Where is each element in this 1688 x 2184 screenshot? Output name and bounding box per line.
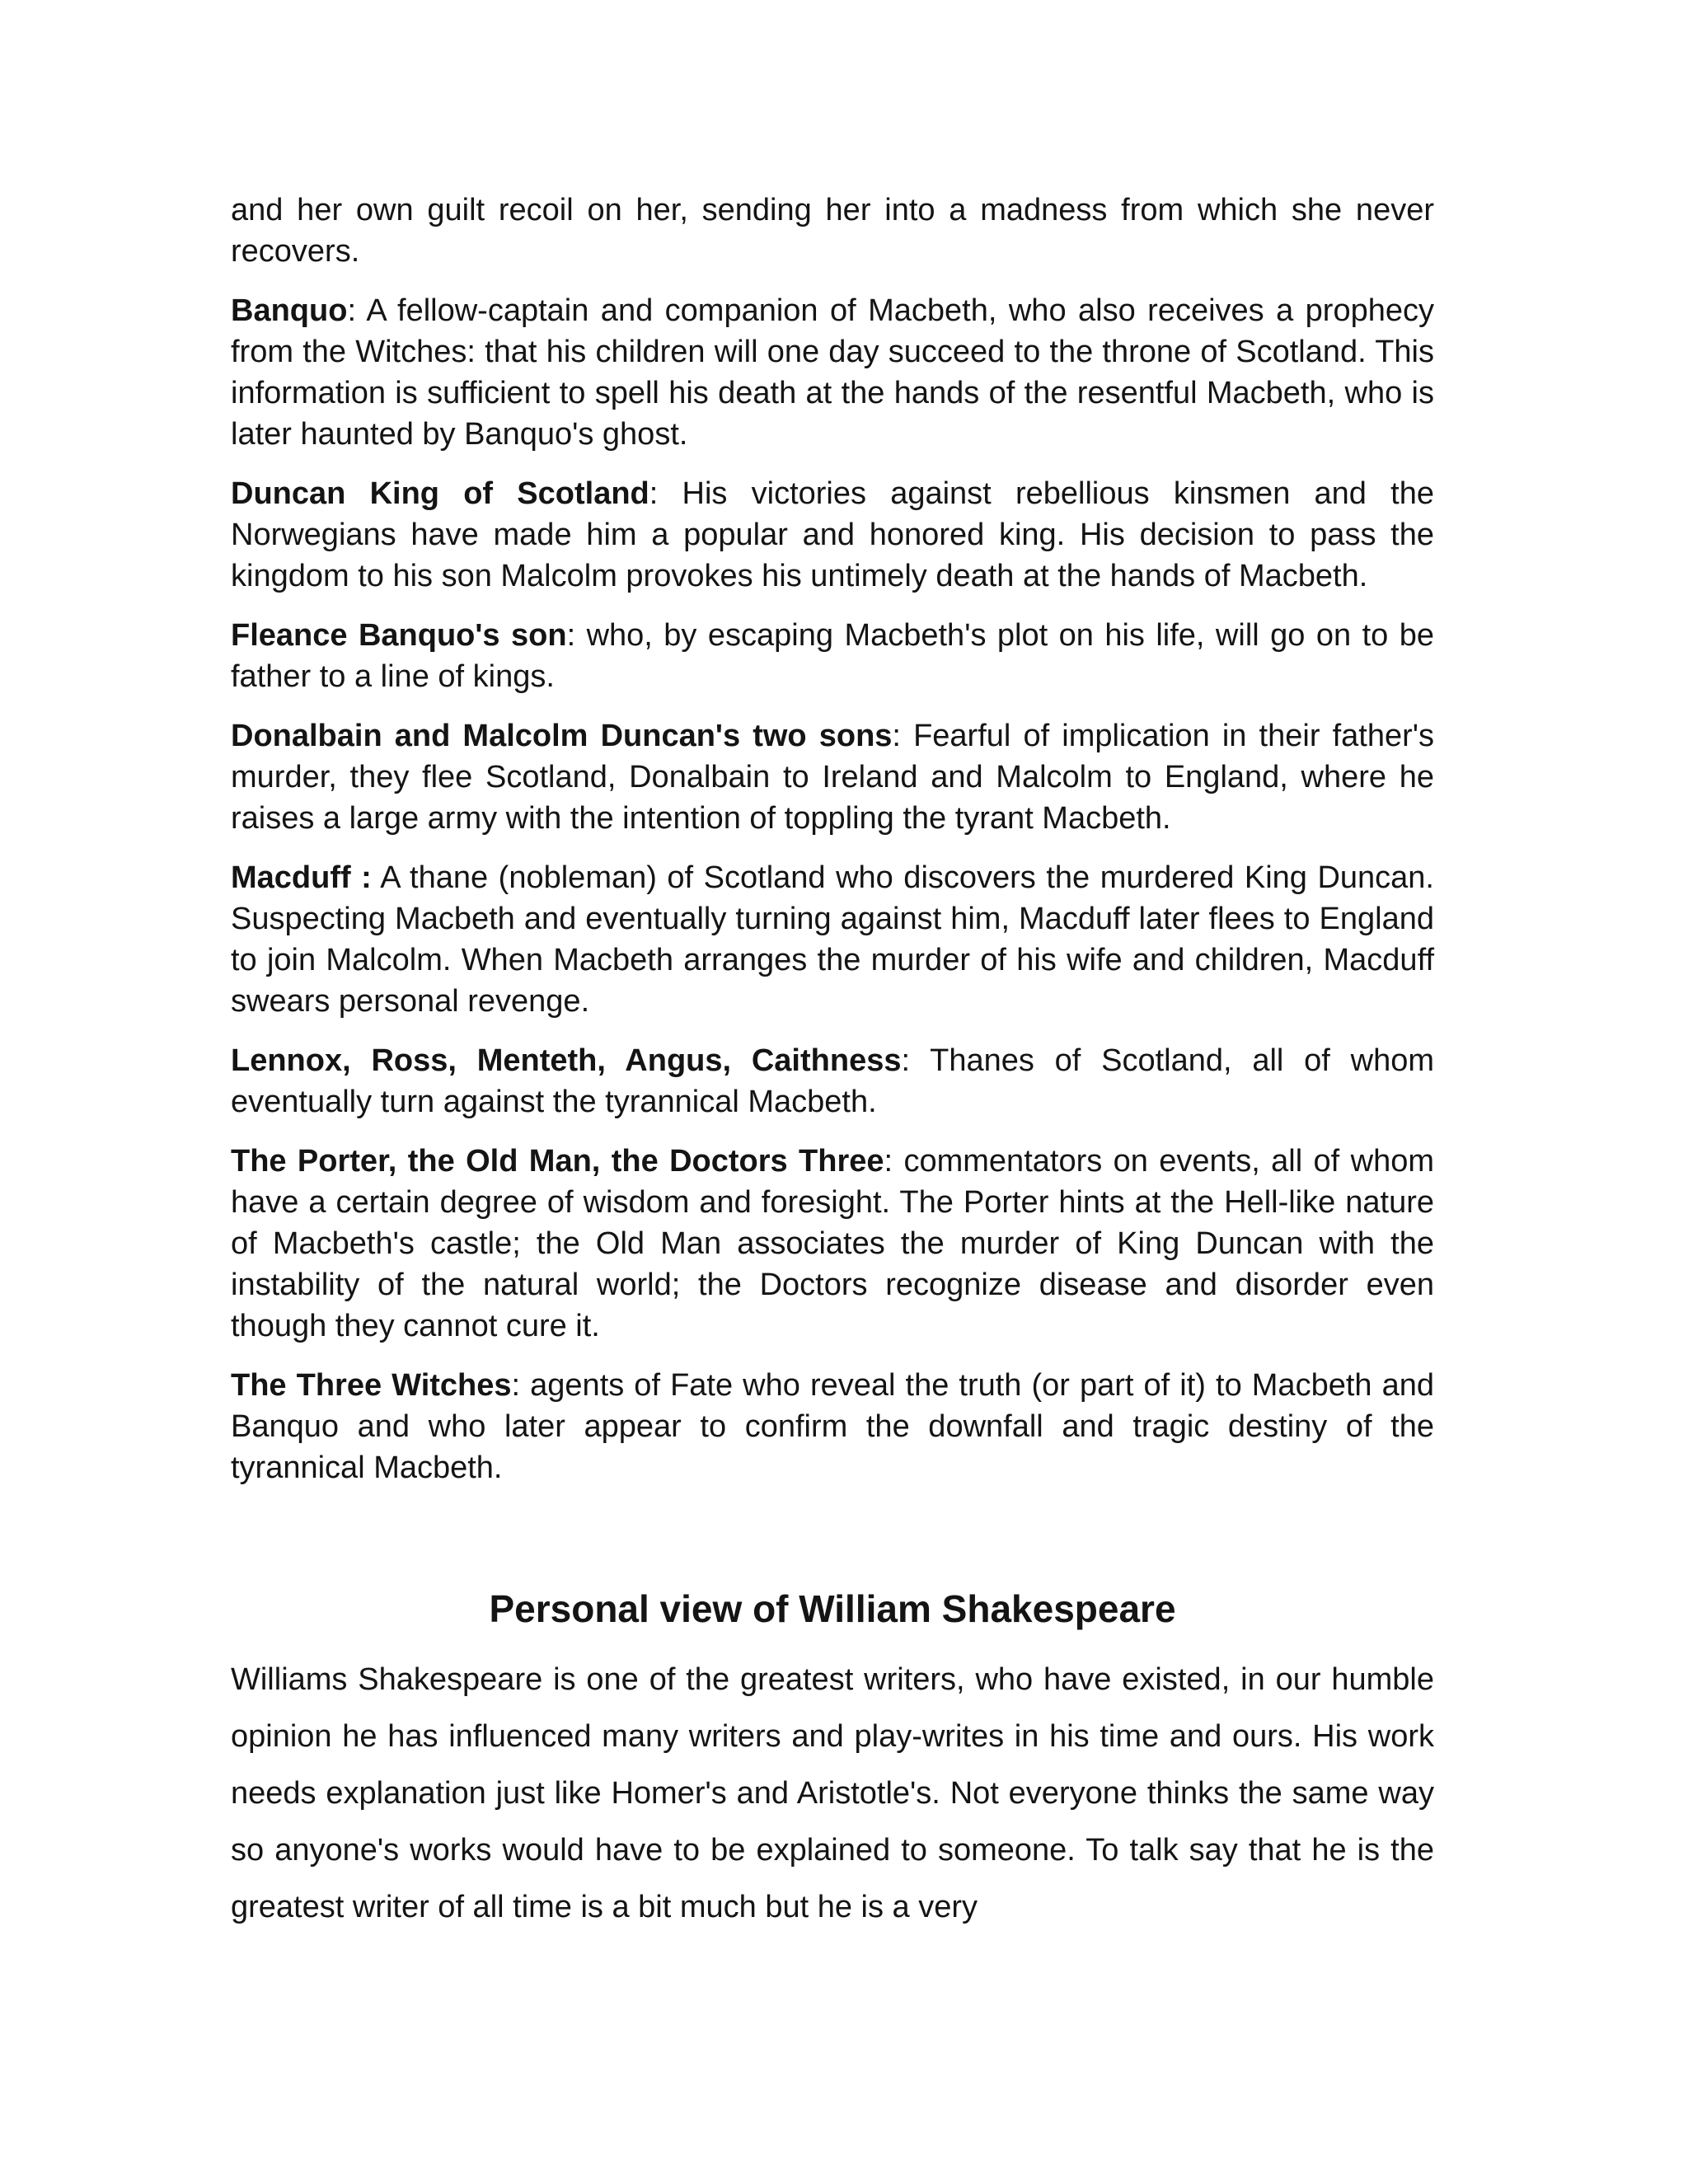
character-name: Duncan King of Scotland (231, 476, 649, 511)
character-entry-duncan (231, 473, 1434, 597)
character-entry-donalbain-malcolm (231, 715, 1434, 839)
character-description: : commentators on events, all of whom have a certain degree of wisdom and foresight. The Porter hints at the Hell-like nature of Macbeth's castle; the Old Man associates the murder of King Duncan with the instability of the natural world; the Doctors recognize disease and disorder even though they cannot cure it. (231, 1144, 1434, 1343)
character-description: : A fellow-captain and companion of Macbeth, who also receives a prophecy from the Witches: that his children will one day succeed to the throne of Scotland. This information is sufficient to spell his death at the hands of the resentful Macbeth, who is later haunted by Banquo's ghost. (231, 293, 1434, 452)
character-description: : His victories against rebellious kinsmen and the Norwegians have made him a popular and honored king. His decision to pass the kingdom to his son Malcolm provokes his untimely death at the hands of Macbeth. (231, 476, 1434, 593)
character-description: : agents of Fate who reveal the truth (or part of it) to Macbeth and Banquo and who later appear to confirm the downfall and tragic destiny of the tyrannical Macbeth. (231, 1368, 1434, 1485)
character-name: The Porter, the Old Man, the Doctors Three (231, 1144, 884, 1179)
character-description: : who, by escaping Macbeth's plot on his life, will go on to be father to a line of kings. (231, 618, 1434, 694)
character-description: : Thanes of Scotland, all of whom eventually turn against the tyrannical Macbeth. (231, 1043, 1434, 1119)
character-entry-witches (231, 1365, 1434, 1488)
character-name: Donalbain and Malcolm Duncan's two sons (231, 719, 893, 753)
document-page (231, 190, 1434, 1954)
character-name: Banquo (231, 293, 348, 328)
character-entry-porter-oldman-doctors (231, 1141, 1434, 1347)
character-entry-fleance (231, 615, 1434, 697)
character-name: The Three Witches (231, 1368, 512, 1403)
character-name: Macduff : (231, 860, 372, 895)
section-heading: Personal view of William Shakespeare (489, 1587, 1176, 1630)
character-entry-thanes (231, 1040, 1434, 1122)
character-description: A thane (nobleman) of Scotland who discovers the murdered King Duncan. Suspecting Macbeth and eventually turning against him, Macduff later flees to England to join Malcolm. When Macbeth arranges the murder of his wife and children, Macduff swears personal revenge. (231, 860, 1434, 1019)
character-description: : Fearful of implication in their father's murder, they flee Scotland, Donalbain to Ireland and Malcolm to England, where he raises a large army with the intention of toppling the tyrant Macbeth. (231, 719, 1434, 836)
character-entry-banquo (231, 290, 1434, 455)
character-name: Fleance Banquo's son (231, 618, 567, 653)
intro-paragraph: and her own guilt recoil on her, sending her into a madness from which she never recovers. (231, 193, 1434, 269)
character-entry-macduff (231, 857, 1434, 1022)
character-name: Lennox, Ross, Menteth, Angus, Caithness (231, 1043, 902, 1078)
section-body: Williams Shakespeare is one of the greatest writers, who have existed, in our humble opinion he has influenced many writers and play-writes in his time and ours. His work needs explanation just like Homer's and Aristotle's. Not everyone thinks the same way so anyone's works would have to be explained to someone. To talk say that he is the greatest writer of all time is a bit much but he is a very (231, 1662, 1434, 1924)
